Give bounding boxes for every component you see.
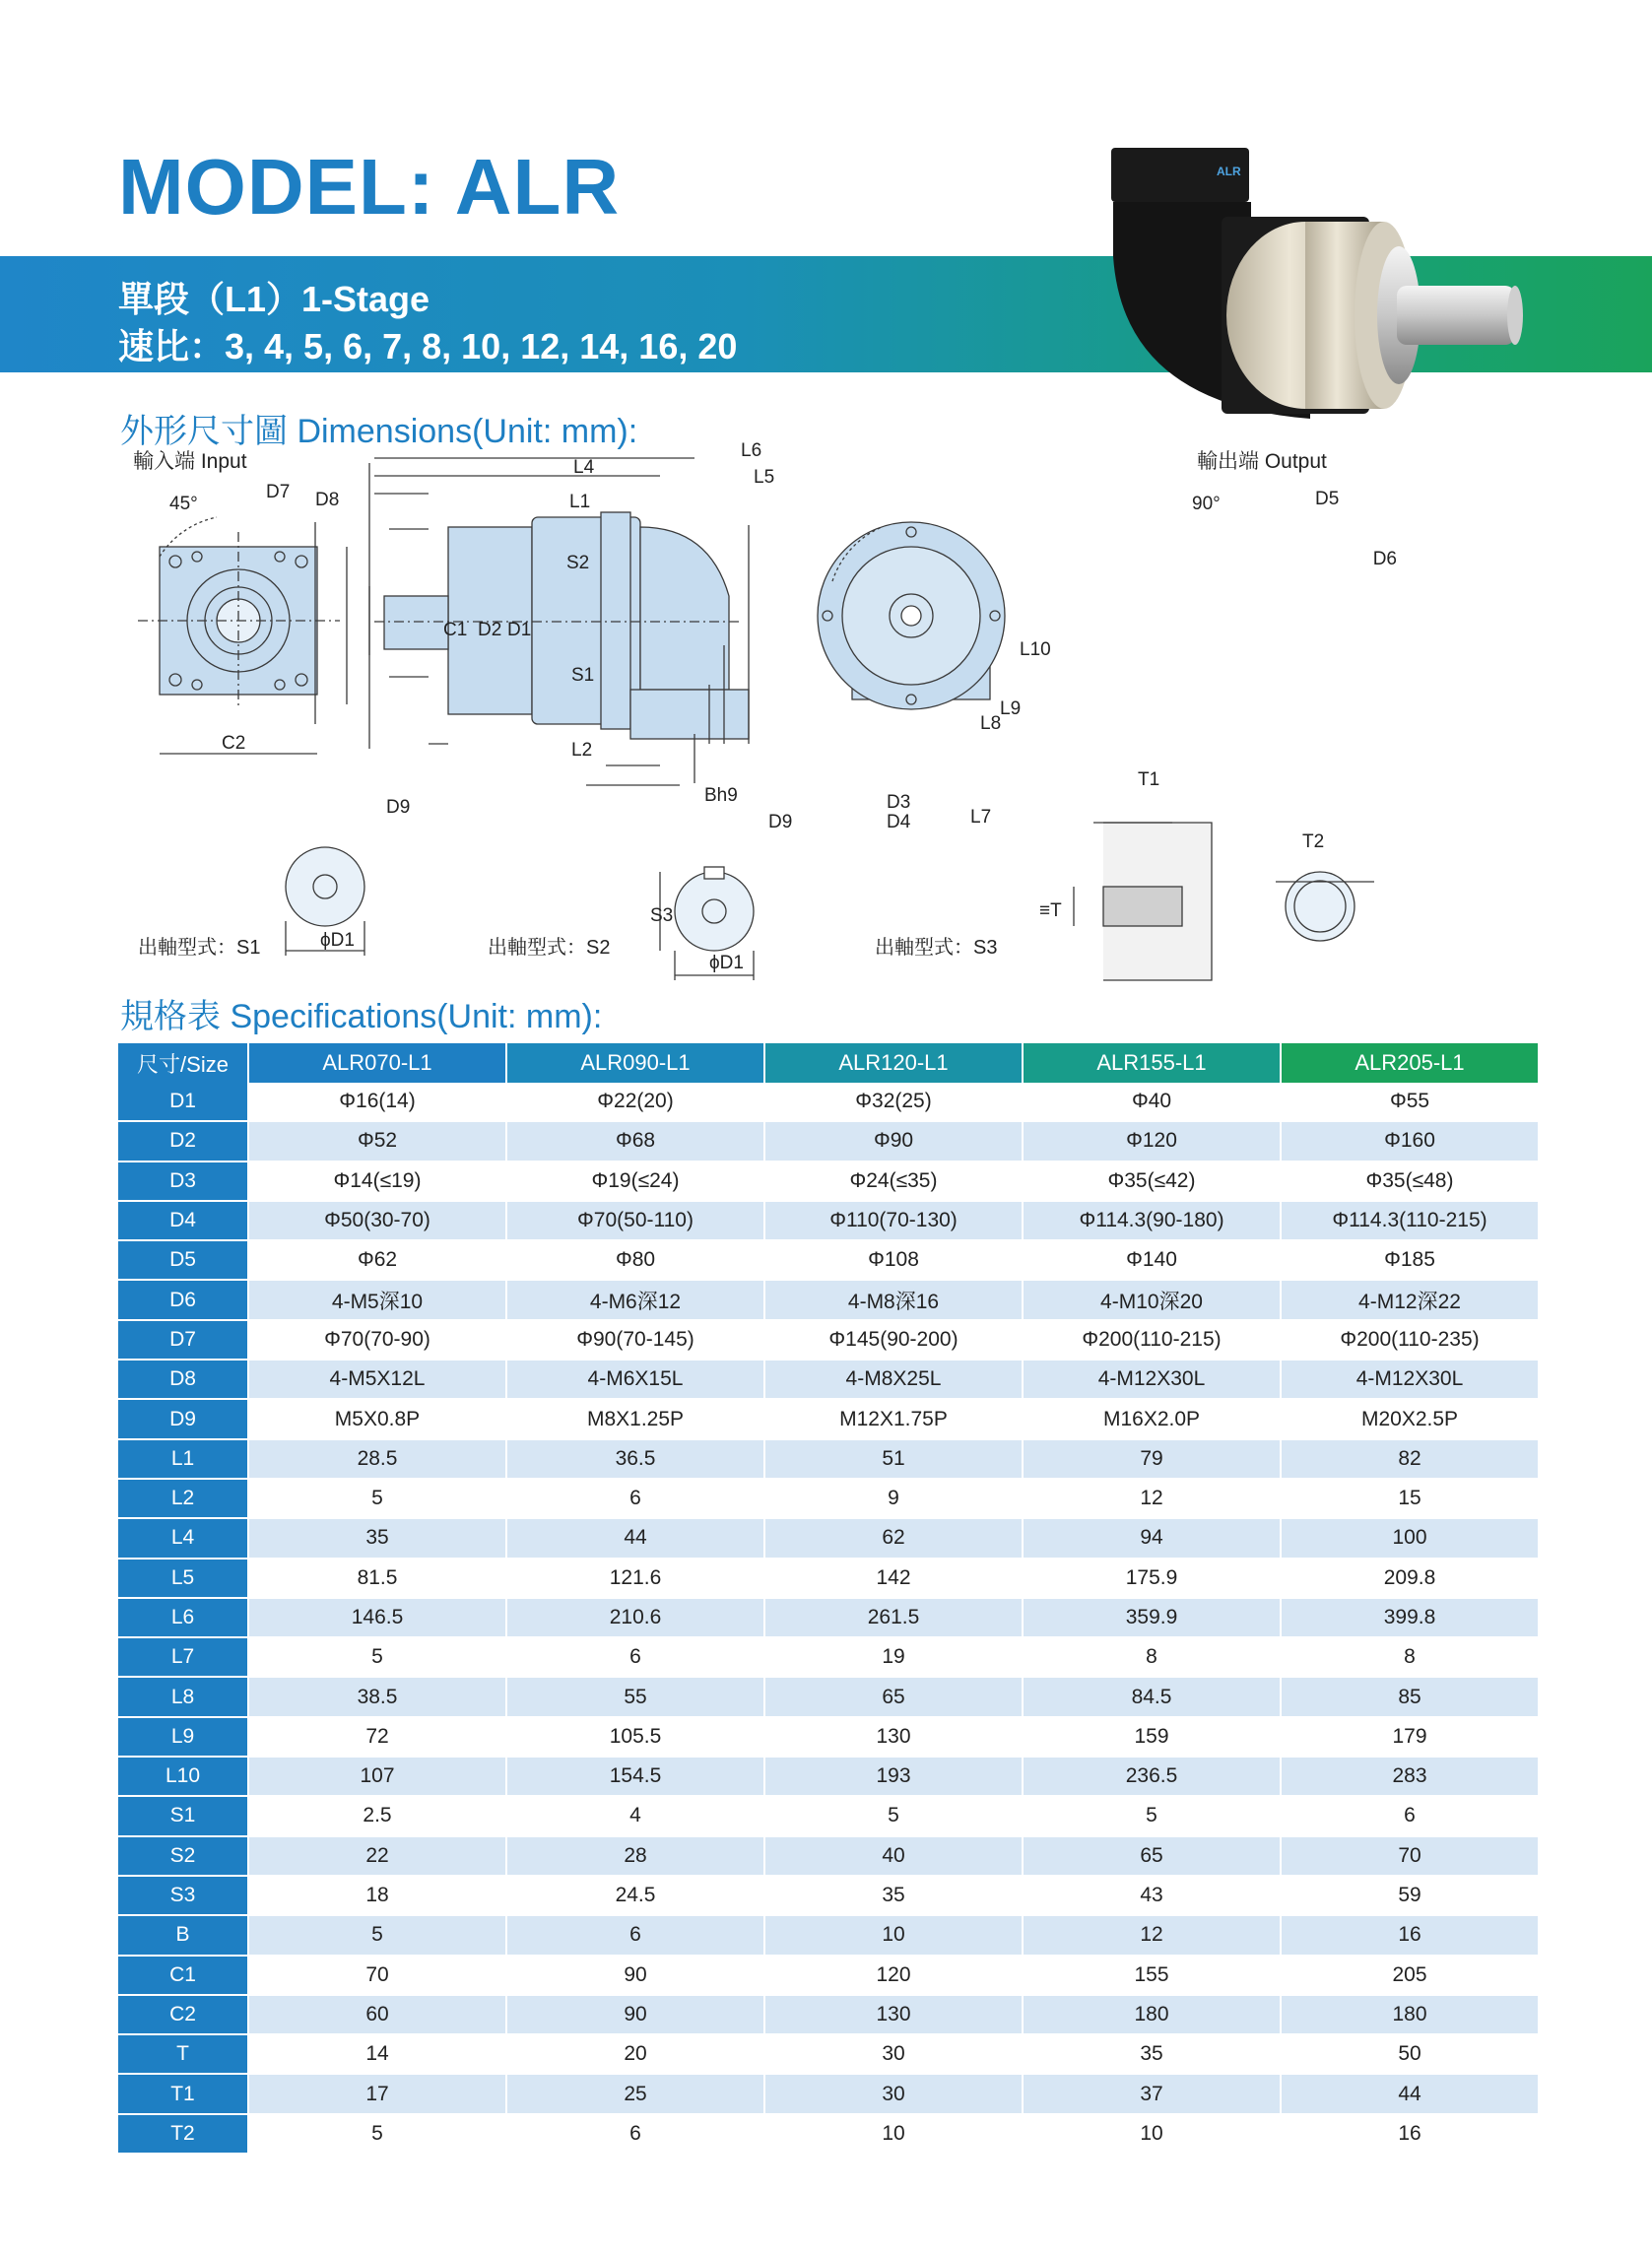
table-row: [118, 1241, 1540, 1281]
table-cell: M16X2.0P: [1024, 1400, 1282, 1439]
table-cell: Φ120: [1024, 1122, 1282, 1162]
table-cell: 10: [765, 2115, 1024, 2155]
table-cell: 70: [249, 1957, 507, 1996]
table-cell: 359.9: [1024, 1599, 1282, 1638]
table-cell: 12: [1024, 1480, 1282, 1519]
ratio-line: 速比：3, 4, 5, 6, 7, 8, 10, 12, 14, 16, 20: [118, 326, 738, 366]
row-header: L2: [118, 1480, 249, 1519]
table-cell: 38.5: [249, 1678, 507, 1717]
spec-table: [118, 1043, 1540, 2155]
table-cell: 4-M8深16: [765, 1281, 1024, 1320]
table-cell: Φ185: [1282, 1241, 1540, 1281]
s2-caption: 出軸型式：S2: [488, 937, 611, 959]
table-cell: 10: [765, 1916, 1024, 1956]
table-cell: 16: [1282, 2115, 1540, 2155]
table-cell: 30: [765, 2075, 1024, 2114]
model-header: ALR090-L1: [507, 1043, 765, 1083]
dimensions-heading: 外形尺寸圖 Dimensions(Unit: mm):: [120, 413, 638, 450]
table-cell: Φ14(≤19): [249, 1162, 507, 1202]
table-cell: 130: [765, 1718, 1024, 1758]
input-label: 輸入端 Input: [133, 450, 247, 473]
table-cell: 50: [1282, 2035, 1540, 2075]
table-cell: 4-M12X30L: [1024, 1361, 1282, 1400]
table-cell: 94: [1024, 1519, 1282, 1559]
table-cell: 130: [765, 1996, 1024, 2035]
table-cell: 62: [765, 1519, 1024, 1559]
table-row: [118, 1202, 1540, 1241]
table-cell: 10: [1024, 2115, 1282, 2155]
table-row: [118, 1837, 1540, 1877]
dim-label: D6: [1372, 549, 1397, 569]
table-cell: Φ200(110-215): [1024, 1321, 1282, 1361]
dim-label: C1: [443, 620, 468, 640]
table-cell: 193: [765, 1758, 1024, 1797]
dim-label: L8: [980, 713, 1002, 734]
table-cell: 65: [1024, 1837, 1282, 1877]
dim-label: ϕD1: [320, 930, 355, 951]
table-cell: 22: [249, 1837, 507, 1877]
table-row: [118, 2035, 1540, 2075]
model-header: ALR205-L1: [1282, 1043, 1540, 1083]
table-cell: 65: [765, 1678, 1024, 1717]
s1-caption: 出軸型式：S1: [138, 937, 261, 959]
table-row: [118, 1361, 1540, 1400]
table-cell: 51: [765, 1440, 1024, 1480]
table-cell: 30: [765, 2035, 1024, 2075]
table-cell: Φ145(90-200): [765, 1321, 1024, 1361]
table-row: [118, 1281, 1540, 1320]
dim-label: L5: [754, 467, 775, 488]
row-header: C2: [118, 1996, 249, 2035]
row-header: D5: [118, 1241, 249, 1281]
table-cell: 14: [249, 2035, 507, 2075]
table-cell: 180: [1282, 1996, 1540, 2035]
row-header: T1: [118, 2075, 249, 2114]
row-header: B: [118, 1916, 249, 1956]
table-cell: 90: [507, 1996, 765, 2035]
table-cell: Φ70(70-90): [249, 1321, 507, 1361]
table-cell: 59: [1282, 1877, 1540, 1916]
table-cell: 15: [1282, 1480, 1540, 1519]
table-cell: 236.5: [1024, 1758, 1282, 1797]
table-cell: 100: [1282, 1519, 1540, 1559]
table-row: [118, 1560, 1540, 1599]
table-cell: 121.6: [507, 1560, 765, 1599]
table-row: [118, 1519, 1540, 1559]
model-header: ALR120-L1: [765, 1043, 1024, 1083]
dim-label: L7: [970, 807, 992, 828]
table-cell: Φ114.3(90-180): [1024, 1202, 1282, 1241]
dim-label: D9: [768, 812, 793, 832]
table-cell: 5: [249, 1638, 507, 1678]
dim-label: C2: [222, 733, 246, 754]
table-cell: Φ70(50-110): [507, 1202, 765, 1241]
row-header: D4: [118, 1202, 249, 1241]
table-cell: 4-M12深22: [1282, 1281, 1540, 1320]
table-row: [118, 2075, 1540, 2114]
table-cell: 43: [1024, 1877, 1282, 1916]
table-cell: 159: [1024, 1718, 1282, 1758]
dim-label: ϕD1: [709, 953, 744, 973]
row-header: L10: [118, 1758, 249, 1797]
page-title: MODEL: ALR: [118, 143, 621, 231]
table-row: [118, 1321, 1540, 1361]
table-cell: 6: [507, 1916, 765, 1956]
table-row: [118, 2115, 1540, 2155]
row-header: S1: [118, 1797, 249, 1836]
table-cell: Φ22(20): [507, 1083, 765, 1122]
table-cell: 146.5: [249, 1599, 507, 1638]
table-cell: Φ55: [1282, 1083, 1540, 1122]
angle-output-label: 90°: [1192, 494, 1221, 514]
table-cell: 107: [249, 1758, 507, 1797]
dim-label: D8: [315, 490, 340, 510]
table-cell: 4: [507, 1797, 765, 1836]
spec-header-row: [118, 1043, 1540, 1083]
table-cell: Φ140: [1024, 1241, 1282, 1281]
table-row: [118, 1162, 1540, 1202]
dim-label: D3: [887, 792, 911, 813]
table-cell: 4-M6X15L: [507, 1361, 765, 1400]
table-cell: 2.5: [249, 1797, 507, 1836]
table-row: [118, 1718, 1540, 1758]
row-header: L1: [118, 1440, 249, 1480]
dim-label: S1: [571, 665, 595, 686]
dim-label: L10: [1020, 639, 1051, 660]
gearbox-photo: [1103, 138, 1517, 433]
table-cell: 154.5: [507, 1758, 765, 1797]
table-cell: 179: [1282, 1718, 1540, 1758]
table-cell: 9: [765, 1480, 1024, 1519]
row-header: D7: [118, 1321, 249, 1361]
table-cell: 283: [1282, 1758, 1540, 1797]
table-cell: Φ108: [765, 1241, 1024, 1281]
table-cell: 55: [507, 1678, 765, 1717]
table-row: [118, 1638, 1540, 1678]
table-cell: 8: [1282, 1638, 1540, 1678]
row-header: C1: [118, 1957, 249, 1996]
table-cell: 4-M8X25L: [765, 1361, 1024, 1400]
stage-line: 單段（L1）1-Stage: [118, 279, 430, 319]
table-cell: Φ50(30-70): [249, 1202, 507, 1241]
dim-label: D7: [266, 482, 291, 502]
dim-label: L9: [1000, 698, 1022, 719]
table-cell: Φ32(25): [765, 1083, 1024, 1122]
table-cell: 35: [249, 1519, 507, 1559]
angle-input-label: 45°: [169, 494, 198, 514]
table-cell: 120: [765, 1957, 1024, 1996]
table-cell: 5: [765, 1797, 1024, 1836]
row-header: T: [118, 2035, 249, 2075]
table-cell: 180: [1024, 1996, 1282, 2035]
table-cell: Φ114.3(110-215): [1282, 1202, 1540, 1241]
table-cell: 5: [249, 1480, 507, 1519]
spec-body: [118, 1083, 1540, 2155]
table-cell: Φ52: [249, 1122, 507, 1162]
table-cell: Φ110(70-130): [765, 1202, 1024, 1241]
dim-label: L1: [569, 492, 591, 512]
table-row: [118, 1758, 1540, 1797]
table-cell: 82: [1282, 1440, 1540, 1480]
product-brand-label: ALR: [1217, 165, 1241, 178]
table-cell: Φ35(≤42): [1024, 1162, 1282, 1202]
table-row: [118, 1599, 1540, 1638]
table-cell: Φ160: [1282, 1122, 1540, 1162]
row-header: L9: [118, 1718, 249, 1758]
table-cell: 210.6: [507, 1599, 765, 1638]
row-header: D1: [118, 1083, 249, 1122]
dim-label: Bh9: [704, 785, 738, 806]
table-cell: Φ200(110-235): [1282, 1321, 1540, 1361]
row-header: D6: [118, 1281, 249, 1320]
table-cell: Φ62: [249, 1241, 507, 1281]
output-label: 輸出端 Output: [1197, 450, 1327, 473]
table-cell: 175.9: [1024, 1560, 1282, 1599]
table-cell: 85: [1282, 1678, 1540, 1717]
row-header: L5: [118, 1560, 249, 1599]
dim-label: D9: [386, 797, 411, 818]
table-cell: 79: [1024, 1440, 1282, 1480]
table-cell: 36.5: [507, 1440, 765, 1480]
row-header: D3: [118, 1162, 249, 1202]
table-cell: 5: [1024, 1797, 1282, 1836]
table-cell: 6: [1282, 1797, 1540, 1836]
model-header: ALR070-L1: [249, 1043, 507, 1083]
table-cell: 18: [249, 1877, 507, 1916]
table-cell: M8X1.25P: [507, 1400, 765, 1439]
table-cell: M5X0.8P: [249, 1400, 507, 1439]
table-row: [118, 1400, 1540, 1439]
table-cell: 399.8: [1282, 1599, 1540, 1638]
table-cell: 105.5: [507, 1718, 765, 1758]
table-cell: 5: [249, 2115, 507, 2155]
table-cell: 25: [507, 2075, 765, 2114]
dim-label: D5: [1315, 489, 1340, 509]
table-cell: 24.5: [507, 1877, 765, 1916]
table-cell: 205: [1282, 1957, 1540, 1996]
row-header: D2: [118, 1122, 249, 1162]
table-row: [118, 1480, 1540, 1519]
dim-label: L4: [573, 457, 595, 478]
row-header: S3: [118, 1877, 249, 1916]
table-cell: 6: [507, 1480, 765, 1519]
table-cell: Φ68: [507, 1122, 765, 1162]
table-cell: 37: [1024, 2075, 1282, 2114]
table-cell: 40: [765, 1837, 1024, 1877]
table-cell: 6: [507, 1638, 765, 1678]
row-header: D9: [118, 1400, 249, 1439]
dim-label: L6: [741, 440, 762, 461]
dim-label: ≡T: [1039, 900, 1062, 921]
table-cell: 5: [249, 1916, 507, 1956]
table-cell: 72: [249, 1718, 507, 1758]
dim-label: D4: [887, 812, 911, 832]
model-header: ALR155-L1: [1024, 1043, 1282, 1083]
row-header: L8: [118, 1678, 249, 1717]
table-cell: 209.8: [1282, 1560, 1540, 1599]
table-row: [118, 1877, 1540, 1916]
table-row: [118, 1122, 1540, 1162]
dim-label: T2: [1302, 831, 1325, 852]
dim-label: T1: [1138, 769, 1160, 790]
dim-label: D2: [478, 620, 502, 640]
table-cell: 28.5: [249, 1440, 507, 1480]
row-header: L4: [118, 1519, 249, 1559]
table-row: [118, 1957, 1540, 1996]
table-row: [118, 1678, 1540, 1717]
table-cell: 4-M10深20: [1024, 1281, 1282, 1320]
table-cell: 60: [249, 1996, 507, 2035]
table-cell: 4-M5X12L: [249, 1361, 507, 1400]
table-cell: 142: [765, 1560, 1024, 1599]
table-cell: 44: [1282, 2075, 1540, 2114]
table-cell: 12: [1024, 1916, 1282, 1956]
table-cell: 4-M12X30L: [1282, 1361, 1540, 1400]
dim-label: D1: [507, 620, 532, 640]
s3-caption: 出軸型式：S3: [875, 937, 998, 959]
table-cell: M20X2.5P: [1282, 1400, 1540, 1439]
dim-label: S2: [566, 553, 590, 573]
table-row: [118, 1797, 1540, 1836]
table-cell: M12X1.75P: [765, 1400, 1024, 1439]
table-cell: 70: [1282, 1837, 1540, 1877]
specs-heading: 規格表 Specifications(Unit: mm):: [120, 998, 603, 1035]
table-cell: 44: [507, 1519, 765, 1559]
table-cell: Φ90(70-145): [507, 1321, 765, 1361]
table-cell: 6: [507, 2115, 765, 2155]
row-header: D8: [118, 1361, 249, 1400]
table-cell: 261.5: [765, 1599, 1024, 1638]
table-cell: 90: [507, 1957, 765, 1996]
dim-label: L2: [571, 740, 593, 761]
table-row: [118, 1083, 1540, 1122]
table-cell: Φ24(≤35): [765, 1162, 1024, 1202]
table-cell: Φ90: [765, 1122, 1024, 1162]
table-cell: Φ35(≤48): [1282, 1162, 1540, 1202]
table-cell: 28: [507, 1837, 765, 1877]
table-cell: 19: [765, 1638, 1024, 1678]
table-cell: 20: [507, 2035, 765, 2075]
table-cell: Φ19(≤24): [507, 1162, 765, 1202]
table-cell: 84.5: [1024, 1678, 1282, 1717]
table-row: [118, 1440, 1540, 1480]
table-cell: 17: [249, 2075, 507, 2114]
table-cell: 155: [1024, 1957, 1282, 1996]
table-row: [118, 1996, 1540, 2035]
table-cell: 4-M6深12: [507, 1281, 765, 1320]
table-row: [118, 1916, 1540, 1956]
table-cell: Φ80: [507, 1241, 765, 1281]
table-cell: Φ40: [1024, 1083, 1282, 1122]
table-cell: 35: [1024, 2035, 1282, 2075]
row-header: S2: [118, 1837, 249, 1877]
table-cell: 8: [1024, 1638, 1282, 1678]
table-cell: 16: [1282, 1916, 1540, 1956]
table-cell: 81.5: [249, 1560, 507, 1599]
dimension-drawings: [108, 440, 1397, 1010]
row-header: L7: [118, 1638, 249, 1678]
table-cell: Φ16(14): [249, 1083, 507, 1122]
dim-label: S3: [650, 905, 674, 926]
size-header: 尺寸/Size: [118, 1043, 249, 1083]
row-header: T2: [118, 2115, 249, 2155]
table-cell: 4-M5深10: [249, 1281, 507, 1320]
row-header: L6: [118, 1599, 249, 1638]
table-cell: 35: [765, 1877, 1024, 1916]
